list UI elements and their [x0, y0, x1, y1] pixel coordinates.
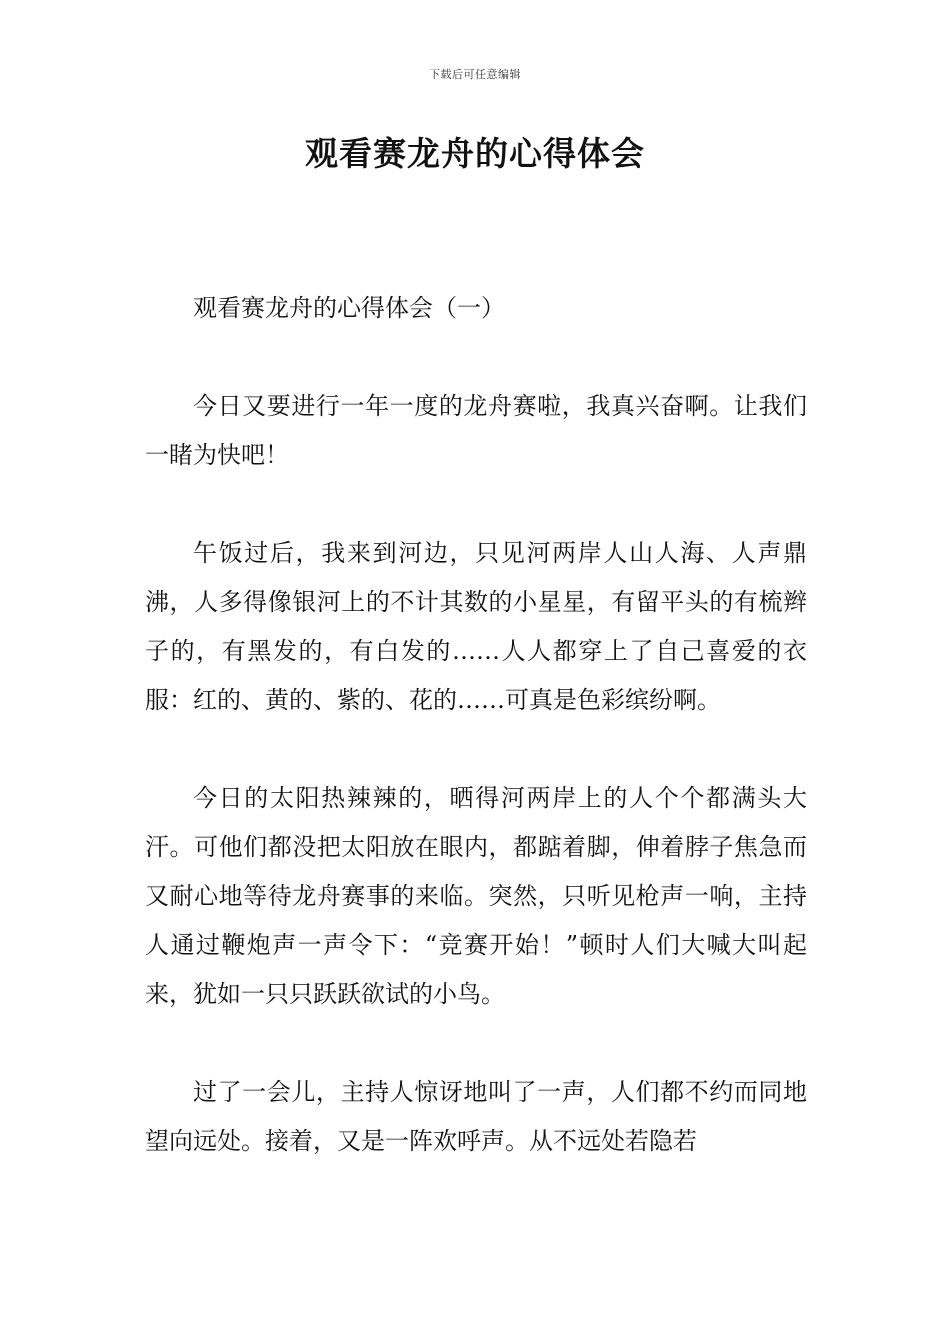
paragraph: 今日的太阳热辣辣的，晒得河两岸上的人个个都满头大汗。可他们都没把太阳放在眼内，都踮着脚，伸着脖子焦急而又耐心地等待龙舟赛事的来临。突然，只听见枪声一响，主持人通过鞭炮声一声令下：“竞赛开始！”顿时人们大喊大叫起来，犹如一只只跃跃欲试的小鸟。: [145, 784, 807, 1008]
paragraph: 过了一会儿，主持人惊讶地叫了一声，人们都不约而同地望向远处。接着，又是一阵欢呼声。从不远处若隐若: [145, 1078, 807, 1155]
header-note: 下载后可任意编辑: [429, 68, 521, 81]
section-heading: 观看赛龙舟的心得体会（一）: [193, 294, 505, 322]
document-body: [145, 284, 807, 1215]
paragraph: 午饭过后，我来到河边，只见河两岸人山人海、人声鼎沸，人多得像银河上的不计其数的小星星，有留平头的有梳辫子的，有黑发的，有白发的……人人都穿上了自己喜爱的衣服：红的、黄的、紫的、花的……可真是色彩缤纷啊。: [145, 539, 807, 714]
document-title: 观看赛龙舟的心得体会: [305, 134, 645, 173]
paragraph: 今日又要进行一年一度的龙舟赛啦，我真兴奋啊。让我们一睹为快吧！: [145, 392, 807, 469]
